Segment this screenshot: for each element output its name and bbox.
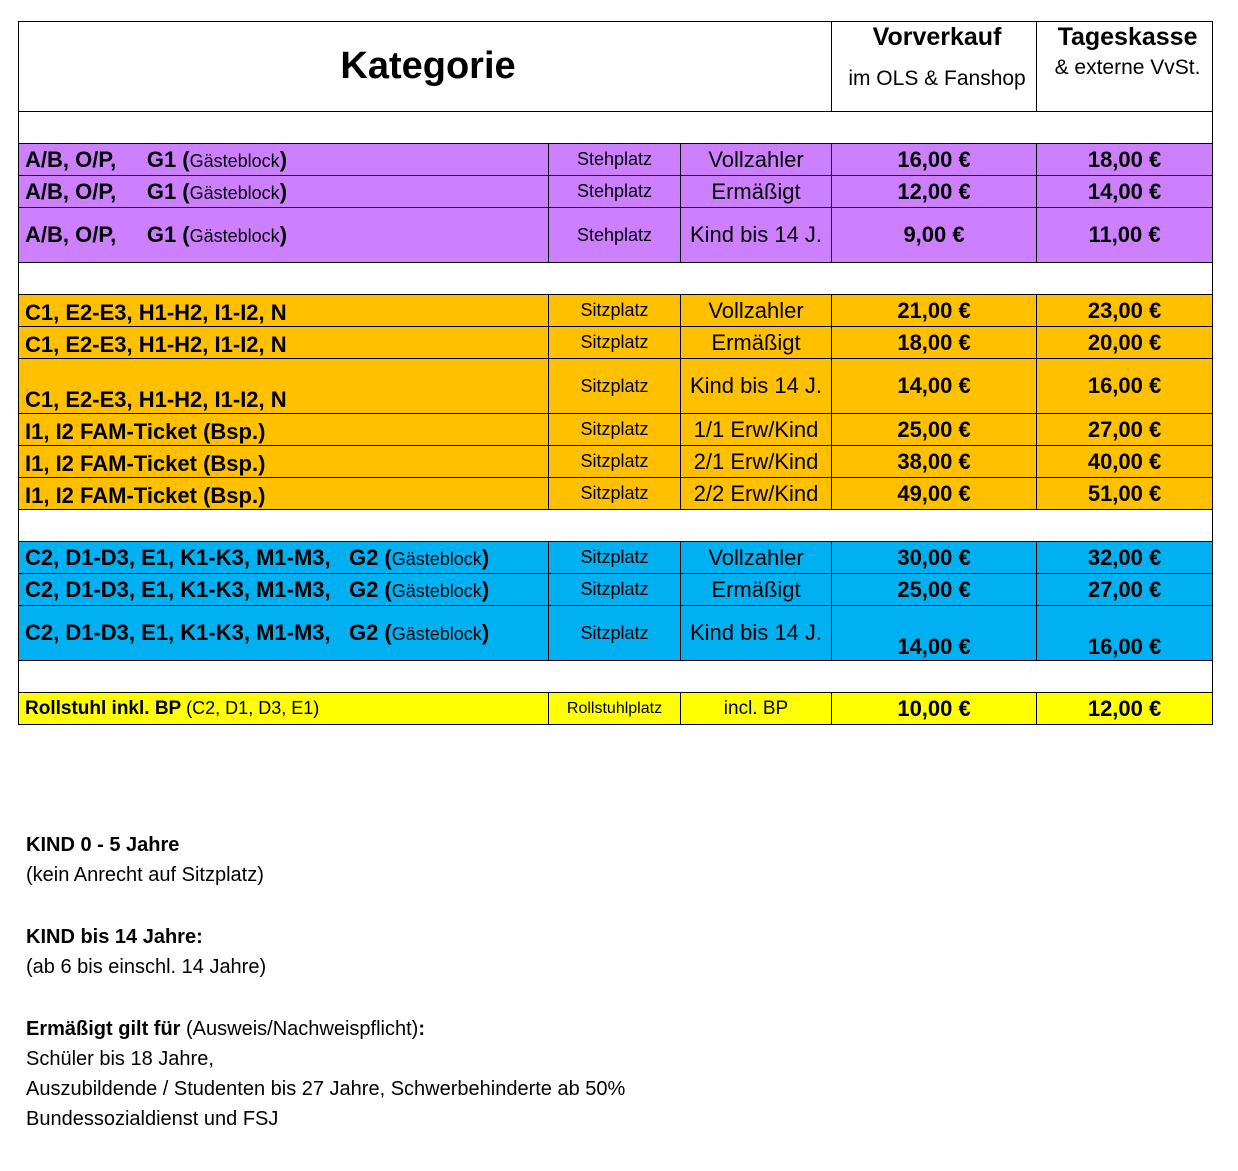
table-header <box>19 22 1213 112</box>
separator-row <box>19 263 1213 295</box>
tarif-cell: 2/2 Erw/Kind <box>681 478 832 510</box>
table-row <box>19 295 1213 327</box>
category-cell: I1, I2 FAM-Ticket (Bsp.) <box>19 414 549 446</box>
vorverkauf-title: Vorverkauf <box>872 23 1002 51</box>
table-row <box>19 327 1213 359</box>
kind05-text: (kein Anrecht auf Sitzplatz) <box>26 864 264 886</box>
tarif-cell: Ermäßigt <box>681 574 832 606</box>
category-cell: C1, E2-E3, H1-H2, I1-I2, N <box>19 327 549 359</box>
separator-row <box>19 661 1213 693</box>
table-row <box>19 574 1213 606</box>
ermaessigt-title: Ermäßigt gilt für (Ausweis/Nachweispflicht): <box>26 1018 425 1040</box>
kind14-title: KIND bis 14 Jahre: <box>26 926 203 948</box>
vorverkauf-price: 14,00 € <box>832 359 1037 414</box>
type-cell: Sitzplatz <box>549 446 681 478</box>
type-cell: Rollstuhlplatz <box>549 693 681 725</box>
tageskasse-price: 23,00 € <box>1037 295 1213 327</box>
vorverkauf-price: 18,00 € <box>832 327 1037 359</box>
tarif-cell: Ermäßigt <box>681 176 832 208</box>
tageskasse-price: 16,00 € <box>1037 606 1213 661</box>
tageskasse-price: 16,00 € <box>1037 359 1213 414</box>
vorverkauf-price: 49,00 € <box>832 478 1037 510</box>
tageskasse-price: 27,00 € <box>1037 414 1213 446</box>
type-cell: Sitzplatz <box>549 327 681 359</box>
tarif-cell: Vollzahler <box>681 542 832 574</box>
tageskasse-subtitle: & externe VvSt. <box>1054 56 1201 79</box>
tageskasse-price: 12,00 € <box>1037 693 1213 725</box>
tageskasse-price: 51,00 € <box>1037 478 1213 510</box>
type-cell: Sitzplatz <box>549 606 681 661</box>
type-cell: Stehplatz <box>549 208 681 263</box>
table-row <box>19 478 1213 510</box>
tarif-cell: Kind bis 14 J. <box>681 208 832 263</box>
separator-row <box>19 510 1213 542</box>
table-row <box>19 606 1213 661</box>
tageskasse-price: 11,00 € <box>1037 208 1213 263</box>
tageskasse-title: Tageskasse <box>1057 23 1198 51</box>
table-row <box>19 446 1213 478</box>
vorverkauf-price: 25,00 € <box>832 414 1037 446</box>
category-cell: A/B, O/P, G1 (Gästeblock) <box>19 144 549 176</box>
vorverkauf-price: 14,00 € <box>832 606 1037 661</box>
tarif-cell: Vollzahler <box>681 295 832 327</box>
vorverkauf-price: 21,00 € <box>832 295 1037 327</box>
vorverkauf-price: 38,00 € <box>832 446 1037 478</box>
table-row <box>19 359 1213 414</box>
ermaessigt-line: Bundessozialdienst und FSJ <box>26 1108 279 1130</box>
type-cell: Stehplatz <box>549 144 681 176</box>
vorverkauf-subtitle: im OLS & Fanshop <box>848 67 1026 90</box>
kind14-text: (ab 6 bis einschl. 14 Jahre) <box>26 956 267 978</box>
vorverkauf-price: 10,00 € <box>832 693 1037 725</box>
kind05-title: KIND 0 - 5 Jahre <box>26 834 180 856</box>
tageskasse-price: 14,00 € <box>1037 176 1213 208</box>
table-row <box>19 414 1213 446</box>
separator-row <box>19 112 1213 144</box>
vorverkauf-price: 12,00 € <box>832 176 1037 208</box>
category-cell: C1, E2-E3, H1-H2, I1-I2, N <box>19 359 549 414</box>
table-row <box>19 542 1213 574</box>
category-cell: A/B, O/P, G1 (Gästeblock) <box>19 208 549 263</box>
ermaessigt-line: Schüler bis 18 Jahre, <box>26 1048 214 1070</box>
vorverkauf-price: 25,00 € <box>832 574 1037 606</box>
vorverkauf-price: 16,00 € <box>832 144 1037 176</box>
tageskasse-price: 27,00 € <box>1037 574 1213 606</box>
type-cell: Sitzplatz <box>549 295 681 327</box>
vorverkauf-price: 9,00 € <box>832 208 1037 263</box>
category-cell: I1, I2 FAM-Ticket (Bsp.) <box>19 446 549 478</box>
tageskasse-header <box>1037 22 1213 112</box>
tageskasse-price: 40,00 € <box>1037 446 1213 478</box>
tageskasse-price: 20,00 € <box>1037 327 1213 359</box>
tarif-cell: 2/1 Erw/Kind <box>681 446 832 478</box>
tarif-cell: Kind bis 14 J. <box>681 606 832 661</box>
type-cell: Sitzplatz <box>549 574 681 606</box>
notes-section <box>26 830 1026 1134</box>
type-cell: Sitzplatz <box>549 359 681 414</box>
table-row <box>19 176 1213 208</box>
type-cell: Stehplatz <box>549 176 681 208</box>
tageskasse-price: 18,00 € <box>1037 144 1213 176</box>
vorverkauf-header <box>832 22 1037 112</box>
table-row <box>19 144 1213 176</box>
type-cell: Sitzplatz <box>549 542 681 574</box>
category-cell: A/B, O/P, G1 (Gästeblock) <box>19 176 549 208</box>
tarif-cell: Kind bis 14 J. <box>681 359 832 414</box>
table-row <box>19 208 1213 263</box>
tarif-cell: Ermäßigt <box>681 327 832 359</box>
category-cell: I1, I2 FAM-Ticket (Bsp.) <box>19 478 549 510</box>
type-cell: Sitzplatz <box>549 478 681 510</box>
category-cell: C1, E2-E3, H1-H2, I1-I2, N <box>19 295 549 327</box>
ermaessigt-line: Auszubildende / Studenten bis 27 Jahre, Schwerbehinderte ab 50% <box>26 1078 626 1100</box>
tarif-cell: 1/1 Erw/Kind <box>681 414 832 446</box>
category-cell: C2, D1-D3, E1, K1-K3, M1-M3, G2 (Gästeblock) <box>19 606 549 661</box>
vorverkauf-price: 30,00 € <box>832 542 1037 574</box>
category-cell: C2, D1-D3, E1, K1-K3, M1-M3, G2 (Gästeblock) <box>19 542 549 574</box>
kategorie-header: Kategorie <box>19 22 832 112</box>
category-cell: Rollstuhl inkl. BP (C2, D1, D3, E1) <box>19 693 549 725</box>
price-table <box>18 21 1213 725</box>
category-cell: C2, D1-D3, E1, K1-K3, M1-M3, G2 (Gästeblock) <box>19 574 549 606</box>
tageskasse-price: 32,00 € <box>1037 542 1213 574</box>
type-cell: Sitzplatz <box>549 414 681 446</box>
tarif-cell: Vollzahler <box>681 144 832 176</box>
table-row-rollstuhl <box>19 693 1213 725</box>
tarif-cell: incl. BP <box>681 693 832 725</box>
